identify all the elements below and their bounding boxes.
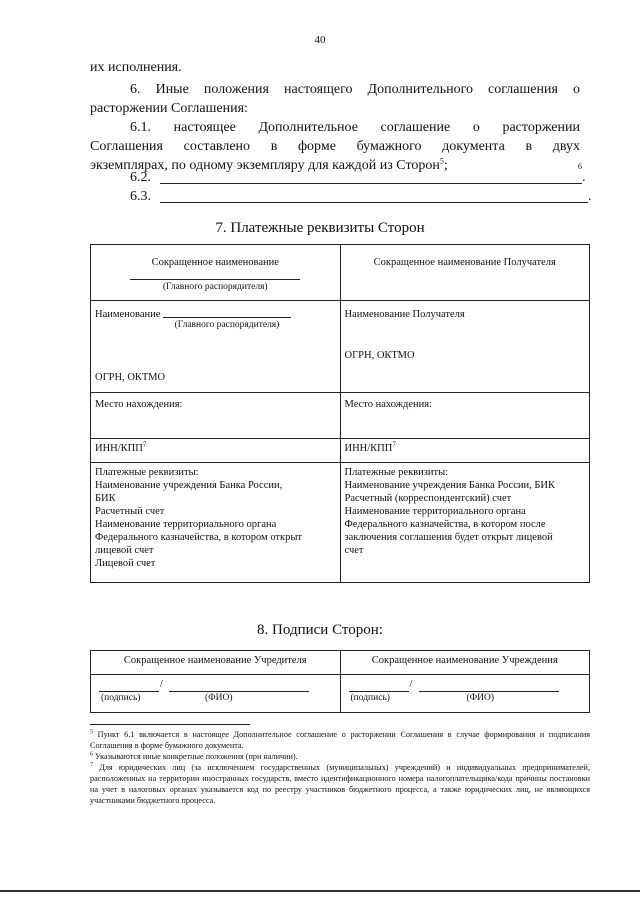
founder-name-blank	[169, 691, 309, 692]
table-row	[91, 439, 590, 463]
institution-signature-cell	[340, 675, 590, 713]
right-inn-sup: 7	[392, 440, 396, 449]
signatures-table	[90, 650, 590, 713]
right-bank-line: заключения соглашения будет открыт лицевой	[344, 532, 553, 543]
footnote-divider	[90, 724, 250, 725]
page-number: 40	[314, 34, 326, 46]
paragraph-6-1-end-text: экземплярах, по одному экземпляру для каждой из Сторон	[90, 158, 440, 173]
left-bank-line: Наименование территориального органа	[95, 519, 277, 530]
paragraph-6-2-label: 6.2.	[130, 170, 151, 185]
right-location-label: Место нахождения:	[344, 399, 432, 410]
table-row	[91, 245, 590, 301]
footnote-5-text: Пункт 6.1 включается в настоящее Дополнительное соглашение о расторжении Соглашения в случае формирования и подписания Соглашения в форме бумажного документа.	[90, 730, 590, 750]
left-name-label: Наименование	[95, 309, 161, 320]
left-bank-line: Расчетный счет	[95, 506, 165, 517]
left-inn-cell	[91, 439, 341, 463]
founder-signature-cell	[91, 675, 341, 713]
paragraph-6-1: 6.1. настоящее Дополнительное соглашение о расторжении	[130, 120, 580, 135]
institution-header: Сокращенное наименование Учреждения	[371, 655, 558, 666]
footnote-7-text: Для юридических лиц (за исключением государственных (муниципальных) учреждений) и индивидуальных предпринимателей, расположенных на территории иностранных государств, вместо идентификационного номера налогоплательщика/кода причины постановки на учет в налоговых органах указывается код по реестру участников бюджетного процесса, а также юридических лиц, не являющихся участниками бюджетного процесса.	[90, 763, 590, 805]
right-name-cell	[340, 301, 590, 393]
founder-header-cell	[91, 651, 341, 675]
founder-slash: /	[160, 679, 163, 690]
paragraph-6-3-label: 6.3.	[130, 189, 151, 204]
table-row	[91, 463, 590, 583]
footnote-5-num: 5	[90, 729, 93, 736]
paragraph-6-2-end: .	[582, 170, 586, 185]
left-ogrn-label: ОГРН, ОКТМО	[95, 372, 166, 383]
left-bank-line: Платежные реквизиты:	[95, 467, 199, 478]
institution-header-cell	[340, 651, 590, 675]
paragraph-6-cont: расторжении Соглашения:	[90, 101, 248, 116]
right-short-name-cell	[340, 245, 590, 301]
section-7-title: 7. Платежные реквизиты Сторон	[215, 220, 425, 236]
institution-name-label: (ФИО)	[466, 693, 495, 703]
founder-name-label: (ФИО)	[205, 693, 233, 703]
section-8-title: 8. Подписи Сторон:	[257, 622, 383, 638]
left-location-cell	[91, 393, 341, 439]
footnote-6-text: Указываются иные конкретные положения (при наличии).	[95, 752, 298, 761]
founder-header: Сокращенное наименование Учредителя	[123, 655, 307, 666]
right-bank-line: Наименование территориального органа	[344, 506, 526, 517]
left-inn-label: ИНН/КПП	[95, 443, 143, 454]
left-inn-sup: 7	[142, 440, 147, 449]
paragraph-6-3-blank	[160, 202, 588, 203]
right-bank-details-cell	[340, 463, 590, 583]
right-ogrn-label: ОГРН, ОКТМО	[344, 350, 415, 361]
table-row	[91, 301, 590, 393]
left-bank-line: БИК	[95, 493, 116, 504]
left-bank-details-cell	[91, 463, 341, 583]
paragraph-6-2-blank	[160, 183, 582, 184]
footnote-6	[90, 751, 590, 762]
left-bank-line: Лицевой счет	[95, 558, 156, 569]
table-row	[91, 675, 590, 713]
founder-signature-label: (подпись)	[101, 693, 141, 703]
right-short-name-label: Сокращенное наименование Получателя	[373, 257, 556, 268]
paragraph-6: 6. Иные положения настоящего Дополнительного соглашения о	[130, 82, 580, 97]
payment-details-table	[90, 244, 590, 583]
paragraph-continuation: их исполнения.	[90, 60, 182, 75]
footnote-6-num: 6	[90, 751, 93, 758]
footnote-5	[90, 729, 590, 751]
right-bank-line: Наименование учреждения Банка России, БИК	[344, 480, 555, 491]
left-short-name-cell	[91, 245, 341, 301]
footnotes	[90, 724, 590, 806]
left-bank-line: лицевой счет	[95, 545, 154, 556]
left-bank-line: Наименование учреждения Банка России,	[95, 480, 283, 491]
footnote-7	[90, 762, 590, 806]
institution-slash: /	[409, 679, 413, 690]
left-name-blank	[163, 317, 291, 318]
institution-signature-label: (подпись)	[350, 693, 390, 703]
left-short-name-sublabel: (Главного распорядителя)	[130, 279, 300, 294]
right-location-cell	[340, 393, 590, 439]
right-bank-line: Федерального казначейства, в котором после	[344, 519, 546, 530]
right-inn-cell	[340, 439, 590, 463]
left-short-name-label: Сокращенное наименование	[151, 257, 279, 268]
right-bank-line: счет	[344, 545, 364, 556]
paragraph-6-1-end-punct: ;	[443, 158, 448, 173]
left-name-sublabel: (Главного распорядителя)	[174, 320, 280, 330]
left-location-label: Место нахождения:	[95, 399, 183, 410]
right-name-label: Наименование Получателя	[344, 309, 465, 320]
footnote-ref-5: 5	[439, 156, 444, 166]
paragraph-6-3-end: .	[588, 189, 592, 204]
table-row	[91, 651, 590, 675]
page-bottom-edge	[0, 890, 640, 892]
paragraph-6-1-cont: Соглашения составлено в форме бумажного документа в двух	[90, 139, 580, 154]
footnote-ref-6: 6	[578, 162, 582, 171]
institution-name-blank	[419, 691, 559, 692]
footnote-7-num: 7	[90, 762, 93, 769]
table-row	[91, 393, 590, 439]
right-inn-label: ИНН/КПП	[344, 443, 393, 454]
left-name-cell	[91, 301, 341, 393]
founder-signature-blank	[99, 691, 159, 692]
left-bank-line: Федерального казначейства, в котором открыт	[95, 532, 303, 543]
institution-signature-blank	[349, 691, 409, 692]
right-bank-line: Платежные реквизиты:	[344, 467, 449, 478]
paragraph-6-1-end	[90, 156, 580, 175]
right-bank-line: Расчетный (корреспондентский) счет	[344, 493, 512, 504]
